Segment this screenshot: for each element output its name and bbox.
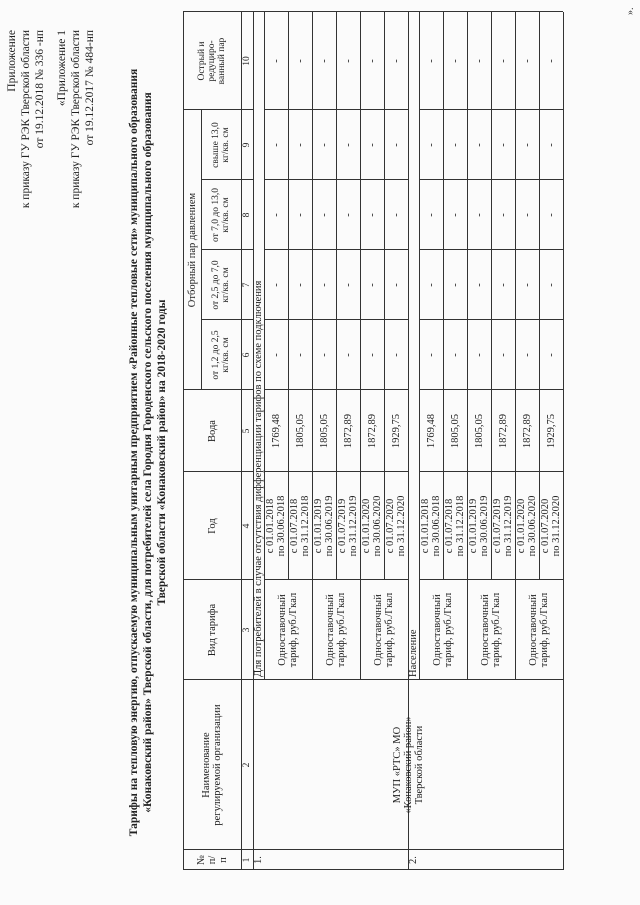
period-cell: с 01.01.2019 по 30.06.2019	[468, 495, 490, 557]
dash-cell: -	[318, 143, 330, 147]
row-number: 1.	[253, 856, 264, 864]
dash-cell: -	[449, 143, 461, 147]
rule-v	[419, 109, 563, 110]
rule-v	[183, 869, 253, 870]
dash-cell: -	[521, 213, 533, 217]
period-cell: с 01.07.2020 по 31.12.2020	[540, 495, 562, 557]
col-steam-header: свыше 13,0 кг/кв. см	[211, 122, 231, 168]
tariff-type-cell: Одноставочный тариф, руб./Гкал	[277, 592, 299, 668]
dash-cell: -	[294, 353, 306, 357]
dash-cell: -	[545, 143, 557, 147]
rule-v	[264, 471, 408, 472]
dash-cell: -	[521, 353, 533, 357]
rule-v	[183, 389, 253, 390]
col-steam-group-header: Отборный пар давлением	[186, 192, 198, 308]
dash-cell: -	[545, 213, 557, 217]
section-heading: Население	[408, 629, 419, 677]
dash-cell: -	[425, 283, 437, 287]
dash-cell: -	[318, 213, 330, 217]
dash-cell: -	[294, 283, 306, 287]
rule-v	[264, 579, 408, 580]
rule-h	[563, 680, 564, 870]
dash-cell: -	[521, 143, 533, 147]
rule-v	[183, 849, 253, 850]
col-number: 6	[242, 352, 252, 358]
rule-v	[201, 179, 253, 180]
col-water-header: Вода	[206, 420, 218, 442]
title-line: «Конаковский район» Тверской области, для потребителей села Городня Городенского сельского поселения муниципального образования	[142, 92, 154, 813]
dash-cell: -	[390, 143, 402, 147]
rule-v	[419, 579, 563, 580]
tariff-type-cell: Одноставочный тариф, руб./Гкал	[432, 592, 454, 668]
dash-cell: -	[318, 353, 330, 357]
row-number: 2.	[408, 856, 419, 864]
organization-name: МУП «РТС» МО «Конаковский район» Тверской области	[391, 716, 425, 814]
dash-cell: -	[473, 283, 485, 287]
col-org-header: Наименование регулируемой организации	[201, 704, 223, 826]
dash-cell: -	[294, 59, 306, 63]
period-cell: с 01.01.2018 по 30.06.2018	[420, 495, 442, 557]
rule-v	[201, 319, 253, 320]
dash-cell: -	[497, 283, 509, 287]
rule-v	[183, 109, 253, 110]
dash-cell: -	[497, 213, 509, 217]
dash-cell: -	[342, 213, 354, 217]
dash-cell: -	[473, 353, 485, 357]
dash-cell: -	[425, 143, 437, 147]
title-line: Тверской области «Конаковский район» на 2018-2020 годы	[156, 299, 168, 606]
water-tariff-value: 1805,05	[294, 413, 306, 449]
dash-cell: -	[270, 213, 282, 217]
header-line: к приказу ГУ РЭК Тверской области	[70, 30, 82, 209]
period-cell: с 01.07.2020 по 31.12.2020	[385, 495, 407, 557]
period-cell: с 01.01.2019 по 30.06.2019	[313, 495, 335, 557]
dash-cell: -	[497, 353, 509, 357]
water-tariff-value: 1929,75	[390, 413, 402, 449]
col-number: 3	[242, 627, 252, 633]
dash-cell: -	[473, 59, 485, 63]
rule-h	[241, 12, 242, 870]
dash-cell: -	[545, 283, 557, 287]
rule-v	[183, 579, 253, 580]
dash-cell: -	[473, 213, 485, 217]
dash-cell: -	[366, 213, 378, 217]
water-tariff-value: 1929,75	[545, 413, 557, 449]
dash-cell: -	[270, 353, 282, 357]
col-number: 9	[242, 142, 252, 148]
header-line: Приложение	[6, 30, 18, 92]
col-number: 5	[242, 428, 252, 434]
water-tariff-value: 1872,89	[497, 413, 509, 449]
rule-h	[563, 12, 564, 680]
dash-cell: -	[449, 283, 461, 287]
dash-cell: -	[366, 143, 378, 147]
water-tariff-value: 1872,89	[342, 413, 354, 449]
tariff-type-cell: Одноставочный тариф, руб./Гкал	[528, 592, 550, 668]
col-num-header: № п/ п	[195, 854, 229, 866]
dash-cell: -	[366, 283, 378, 287]
rule-v	[419, 249, 563, 250]
closing-mark: ».	[625, 7, 636, 15]
dash-cell: -	[342, 353, 354, 357]
col-steam-header: от 1,2 до 2,5 кг/кв. см	[211, 330, 231, 380]
period-cell: с 01.07.2019 по 31.12.2019	[492, 495, 514, 557]
col-number: 2	[242, 762, 252, 768]
water-tariff-value: 1872,89	[521, 413, 533, 449]
rule-v	[264, 319, 408, 320]
dash-cell: -	[270, 59, 282, 63]
rule-v	[264, 389, 408, 390]
dash-cell: -	[342, 283, 354, 287]
dash-cell: -	[521, 283, 533, 287]
rule-v	[201, 249, 253, 250]
tariff-type-cell: Одноставочный тариф, руб./Гкал	[373, 592, 395, 668]
rule-v	[419, 319, 563, 320]
dash-cell: -	[425, 213, 437, 217]
dash-cell: -	[545, 353, 557, 357]
title-line: Тарифы на тепловую энергию, отпускаемую муниципальным унитарным предприятием «Районные тепловые сети» муниципального образования	[128, 68, 140, 837]
period-cell: с 01.01.2020 по 30.06.2020	[516, 495, 538, 557]
dash-cell: -	[318, 283, 330, 287]
dash-cell: -	[425, 59, 437, 63]
dash-cell: -	[497, 143, 509, 147]
dash-cell: -	[390, 283, 402, 287]
dash-cell: -	[342, 143, 354, 147]
water-tariff-value: 1805,05	[473, 413, 485, 449]
col-steam-header: от 2,5 до 7,0 кг/кв. см	[211, 260, 231, 310]
dash-cell: -	[270, 143, 282, 147]
rule-v	[264, 109, 408, 110]
dash-cell: -	[294, 143, 306, 147]
rule-v	[183, 679, 253, 680]
rule-h	[201, 110, 202, 390]
col-year-header: Год	[206, 518, 218, 534]
period-cell: с 01.07.2018 по 31.12.2018	[289, 495, 311, 557]
dash-cell: -	[390, 59, 402, 63]
period-cell: с 01.07.2019 по 31.12.2019	[337, 495, 359, 557]
col-sharp-header: Острый и редуциро- ванный пар	[197, 37, 227, 85]
header-line: «Приложение 1	[56, 30, 68, 107]
col-number: 4	[242, 523, 252, 529]
water-tariff-value: 1805,05	[449, 413, 461, 449]
dash-cell: -	[294, 213, 306, 217]
col-number: 1	[242, 857, 252, 863]
rule-v	[253, 869, 408, 870]
col-tariff-header: Вид тарифа	[206, 603, 218, 657]
dash-cell: -	[545, 59, 557, 63]
col-number: 7	[242, 282, 252, 288]
rule-v	[419, 11, 563, 12]
section-heading: Для потребителей в случае отсутствия дифференциации тарифов по схеме подключения	[253, 280, 264, 677]
rule-v	[253, 11, 264, 12]
dash-cell: -	[318, 59, 330, 63]
col-number: 10	[242, 56, 252, 66]
dash-cell: -	[473, 143, 485, 147]
dash-cell: -	[390, 353, 402, 357]
dash-cell: -	[497, 59, 509, 63]
dash-cell: -	[366, 59, 378, 63]
rule-h	[183, 12, 184, 870]
dash-cell: -	[270, 283, 282, 287]
rule-v	[408, 11, 419, 12]
rule-v	[183, 11, 253, 12]
col-steam-header: от 7,0 до 13,0 кг/кв. см	[211, 188, 231, 242]
water-tariff-value: 1805,05	[318, 413, 330, 449]
tariff-type-cell: Одноставочный тариф, руб./Гкал	[480, 592, 502, 668]
dash-cell: -	[521, 59, 533, 63]
dash-cell: -	[425, 353, 437, 357]
water-tariff-value: 1769,48	[425, 413, 437, 449]
water-tariff-value: 1872,89	[366, 413, 378, 449]
dash-cell: -	[342, 59, 354, 63]
header-line: от 19.12.2018 № 336 -нп	[34, 30, 46, 149]
rule-v	[183, 471, 253, 472]
tariff-table	[183, 12, 616, 870]
rule-v	[264, 249, 408, 250]
dash-cell: -	[390, 213, 402, 217]
dash-cell: -	[366, 353, 378, 357]
period-cell: с 01.01.2020 по 30.06.2020	[361, 495, 383, 557]
rule-v	[264, 11, 408, 12]
rule-v	[419, 389, 563, 390]
period-cell: с 01.07.2018 по 31.12.2018	[444, 495, 466, 557]
col-number: 8	[242, 212, 252, 218]
header-line: от 19.12.2017 № 484-нп	[84, 30, 96, 146]
rule-v	[419, 179, 563, 180]
water-tariff-value: 1769,48	[270, 413, 282, 449]
rule-v	[264, 179, 408, 180]
period-cell: с 01.01.2018 по 30.06.2018	[265, 495, 287, 557]
rule-v	[408, 869, 563, 870]
dash-cell: -	[449, 353, 461, 357]
tariff-type-cell: Одноставочный тариф, руб./Гкал	[325, 592, 347, 668]
rule-v	[419, 471, 563, 472]
dash-cell: -	[449, 59, 461, 63]
header-line: к приказу ГУ РЭК Тверской области	[20, 30, 32, 209]
dash-cell: -	[449, 213, 461, 217]
